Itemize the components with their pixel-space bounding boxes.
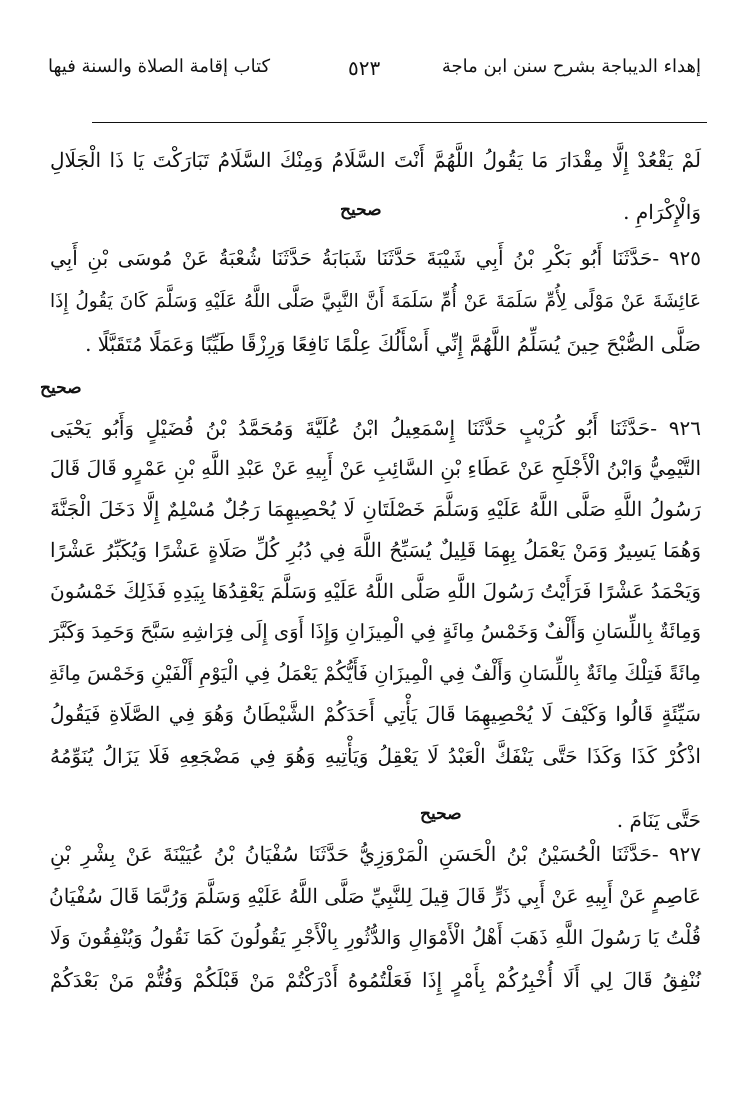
text-line: عَاصِمٍ عَنْ أَبِيهِ عَنْ أَبِي ذَرٍّ قَالَ قِيلَ لِلنَّبِيِّ صَلَّى اللَّهُ عَلَيْهِ وَسَلَّمَ وَرُبَّمَا قَالَ سُفْيَانُ — [49, 884, 701, 908]
text-line: التَّيْمِيُّ وَابْنُ الْأَجْلَحِ عَنْ عَطَاءِ بْنِ السَّائِبِ عَنْ أَبِيهِ عَنْ عَبْدِ اللَّهِ بْنِ عَمْرٍو قَالَ قَالَ — [50, 456, 701, 480]
hadith-grade: صحيح — [420, 804, 462, 824]
hadith-grade: صحيح — [40, 378, 82, 398]
text-line: وَهُمَا يَسِيرٌ وَمَنْ يَعْمَلُ بِهِمَا قَلِيلٌ يُسَبِّحُ اللَّهَ فِي دُبُرِ كُلِّ صَلَاةٍ عَشْرًا وَيُكَبِّرُ عَشْرًا — [50, 538, 701, 562]
text-line: وَالْإِكْرَامِ . — [623, 200, 701, 224]
header-book-title: إهداء الديباجة بشرح سنن ابن ماجة — [441, 56, 701, 77]
header-chapter-title: كتاب إقامة الصلاة والسنة فيها — [48, 56, 271, 77]
text-line: نُنْفِقُ قَالَ لِي أَلَا أُخْبِرُكُمْ بِأَمْرٍ إِذَا فَعَلْتُمُوهُ أَدْرَكْتُمْ مَنْ قَبْلَكُمْ وَفُتُّمْ مَنْ بَعْدَكُمْ — [50, 968, 701, 992]
text-line: سَيِّئَةٍ قَالُوا وَكَيْفَ لَا يُحْصِيهِمَا قَالَ يَأْتِي أَحَدَكُمْ الشَّيْطَانُ وَهُوَ فِي الصَّلَاةِ فَيَقُولُ — [50, 702, 701, 726]
text-line: اذْكُرْ كَذَا وَكَذَا حَتَّى يَنْفَكَّ الْعَبْدُ لَا يَعْقِلُ وَيَأْتِيهِ وَهُوَ فِي مَضْجَعِهِ فَلَا يَزَالُ يُنَوِّمُهُ — [50, 744, 701, 768]
text-line: ٩٢٧ -حَدَّثَنَا الْحُسَيْنُ بْنُ الْحَسَنِ الْمَرْوَزِيُّ حَدَّثَنَا سُفْيَانُ بْنُ عُيَيْنَةَ عَنْ بِشْرِ بْنِ — [50, 842, 701, 866]
text-line: قُلْتُ يَا رَسُولَ اللَّهِ ذَهَبَ أَهْلُ الْأَمْوَالِ وَالدُّثُورِ بِالْأَجْرِ يَقُولُونَ كَمَا نَقُولُ وَيُنْفِقُونَ وَلَا — [50, 926, 701, 949]
text-line: وَيَحْمَدُ عَشْرًا فَرَأَيْتُ رَسُولَ اللَّهِ صَلَّى اللَّهُ عَلَيْهِ وَسَلَّمَ يَعْقِدُهَا بِيَدِهِ فَذَلِكَ خَمْسُونَ — [50, 579, 701, 603]
text-line: حَتَّى يَنَامَ . — [616, 808, 701, 832]
text-line: عَائِشَةَ عَنْ مَوْلًى لِأُمِّ سَلَمَةَ عَنْ أُمِّ سَلَمَةَ أَنَّ النَّبِيَّ صَلَّى اللَّهُ عَلَيْهِ وَسَلَّمَ كَانَ يَقُولُ إِذَا — [50, 291, 701, 312]
text-line: ٩٢٥ -حَدَّثَنَا أَبُو بَكْرِ بْنُ أَبِي شَيْبَةَ حَدَّثَنَا شَبَابَةُ حَدَّثَنَا شُعْبَةُ عَنْ مُوسَى بْنِ أَبِي — [50, 246, 701, 270]
text-line: صَلَّى الصُّبْحَ حِينَ يُسَلِّمُ اللَّهُمَّ إِنِّي أَسْأَلُكَ عِلْمًا نَافِعًا وَرِزْقًا طَيِّبًا وَعَمَلًا مُتَقَبَّلًا . — [85, 332, 701, 356]
running-header — [48, 56, 701, 92]
hadith-grade: صحيح — [340, 200, 382, 220]
text-line: وَمِائَةٌ بِاللِّسَانِ وَأَلْفٌ وَخَمْسُ مِائَةٍ فِي الْمِيزَانِ وَإِذَا أَوَى إِلَى فِرَاشِهِ سَبَّحَ وَحَمِدَ وَكَبَّرَ — [49, 620, 701, 643]
header-rule — [92, 122, 707, 123]
text-line: لَمْ يَقْعُدْ إِلَّا مِقْدَارَ مَا يَقُولُ اللَّهُمَّ أَنْتَ السَّلَامُ وَمِنْكَ السَّلَامُ تَبَارَكْتَ يَا ذَا الْجَلَالِ — [50, 148, 701, 172]
text-line: ٩٢٦ -حَدَّثَنَا أَبُو كُرَيْبٍ حَدَّثَنَا إِسْمَعِيلُ ابْنُ عُلَيَّةَ وَمُحَمَّدُ بْنُ فُضَيْلٍ وَأَبُو يَحْيَى — [50, 416, 701, 440]
text-line: رَسُولُ اللَّهِ صَلَّى اللَّهُ عَلَيْهِ وَسَلَّمَ خَصْلَتَانِ لَا يُحْصِيهِمَا رَجُلٌ مُسْلِمٌ إِلَّا دَخَلَ الْجَنَّةَ — [50, 497, 701, 521]
page-number: ٥٢٣ — [348, 56, 381, 80]
text-line: مِائَةً فَتِلْكَ مِائَةٌ بِاللِّسَانِ وَأَلْفٌ فِي الْمِيزَانِ فَأَيُّكُمْ يَعْمَلُ فِي الْيَوْمِ أَلْفَيْنِ وَخَمْسَ مِائَةِ — [48, 662, 701, 685]
